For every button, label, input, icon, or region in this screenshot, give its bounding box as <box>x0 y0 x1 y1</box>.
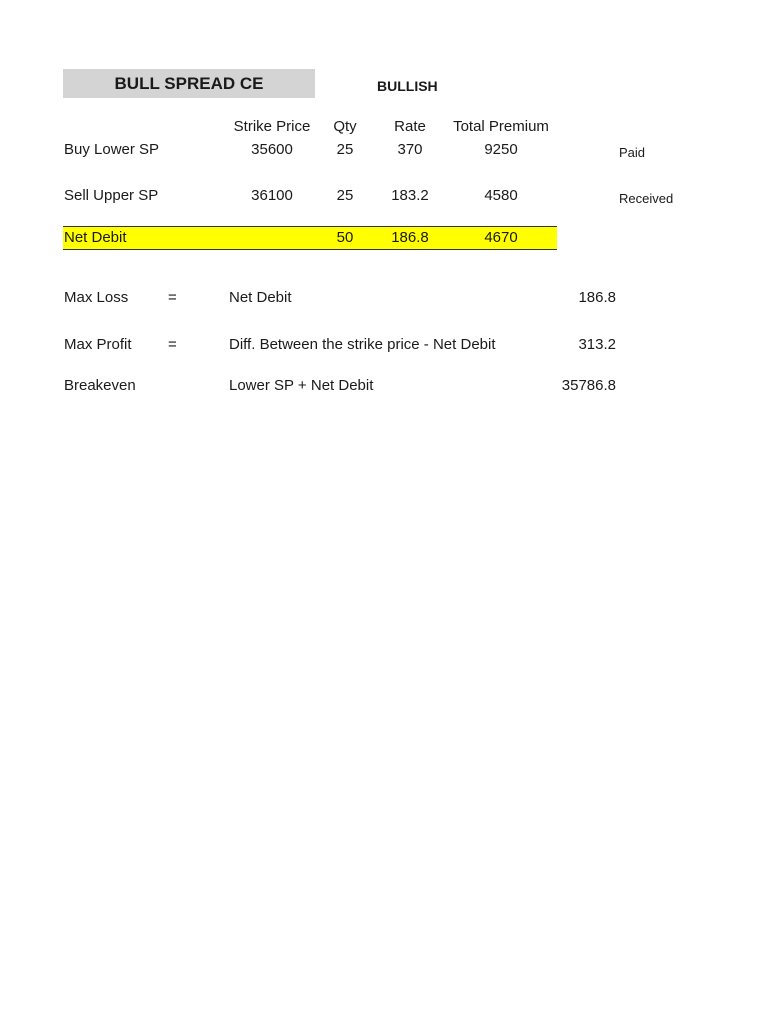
breakeven-value: 35786.8 <box>561 377 616 394</box>
page-title: BULL SPREAD CE <box>114 74 264 93</box>
max-loss-label: Max Loss <box>64 289 129 306</box>
row-sell-upper-sp-rate: 183.2 <box>391 187 429 204</box>
column-header-strike-price: Strike Price <box>233 118 311 135</box>
max-profit-equals: = <box>168 336 177 353</box>
row-buy-lower-sp-rate: 370 <box>397 141 423 158</box>
row-sell-upper-sp-qty: 25 <box>336 187 354 204</box>
row-buy-lower-sp-strike: 35600 <box>251 141 293 158</box>
max-loss-equals: = <box>168 289 177 306</box>
row-sell-upper-sp-label: Sell Upper SP <box>64 187 159 204</box>
row-sell-upper-sp-premium: 4580 <box>484 187 518 204</box>
column-header-rate: Rate <box>394 118 426 135</box>
breakeven-label: Breakeven <box>64 377 136 394</box>
market-view-label: BULLISH <box>377 78 438 94</box>
row-buy-lower-sp-note: Paid <box>619 145 646 160</box>
row-sell-upper-sp-note: Received <box>619 191 674 206</box>
breakeven-formula: Lower SP + Net Debit <box>229 377 374 394</box>
net-debit-premium: 4670 <box>484 229 518 246</box>
max-profit-value: 313.2 <box>578 336 616 353</box>
max-loss-value: 186.8 <box>578 289 616 306</box>
net-debit-label: Net Debit <box>64 229 127 246</box>
column-header-qty: Qty <box>333 118 357 135</box>
max-loss-formula: Net Debit <box>229 289 292 306</box>
column-header-total-premium: Total Premium <box>453 118 549 135</box>
row-buy-lower-sp-label: Buy Lower SP <box>64 141 160 158</box>
row-buy-lower-sp-qty: 25 <box>336 141 354 158</box>
title-box <box>63 69 315 98</box>
net-debit-rate: 186.8 <box>391 229 429 246</box>
row-buy-lower-sp-premium: 9250 <box>484 141 518 158</box>
net-debit-qty: 50 <box>336 229 354 246</box>
max-profit-formula: Diff. Between the strike price - Net Debit <box>229 336 496 353</box>
max-profit-label: Max Profit <box>64 336 132 353</box>
row-sell-upper-sp-strike: 36100 <box>251 187 293 204</box>
